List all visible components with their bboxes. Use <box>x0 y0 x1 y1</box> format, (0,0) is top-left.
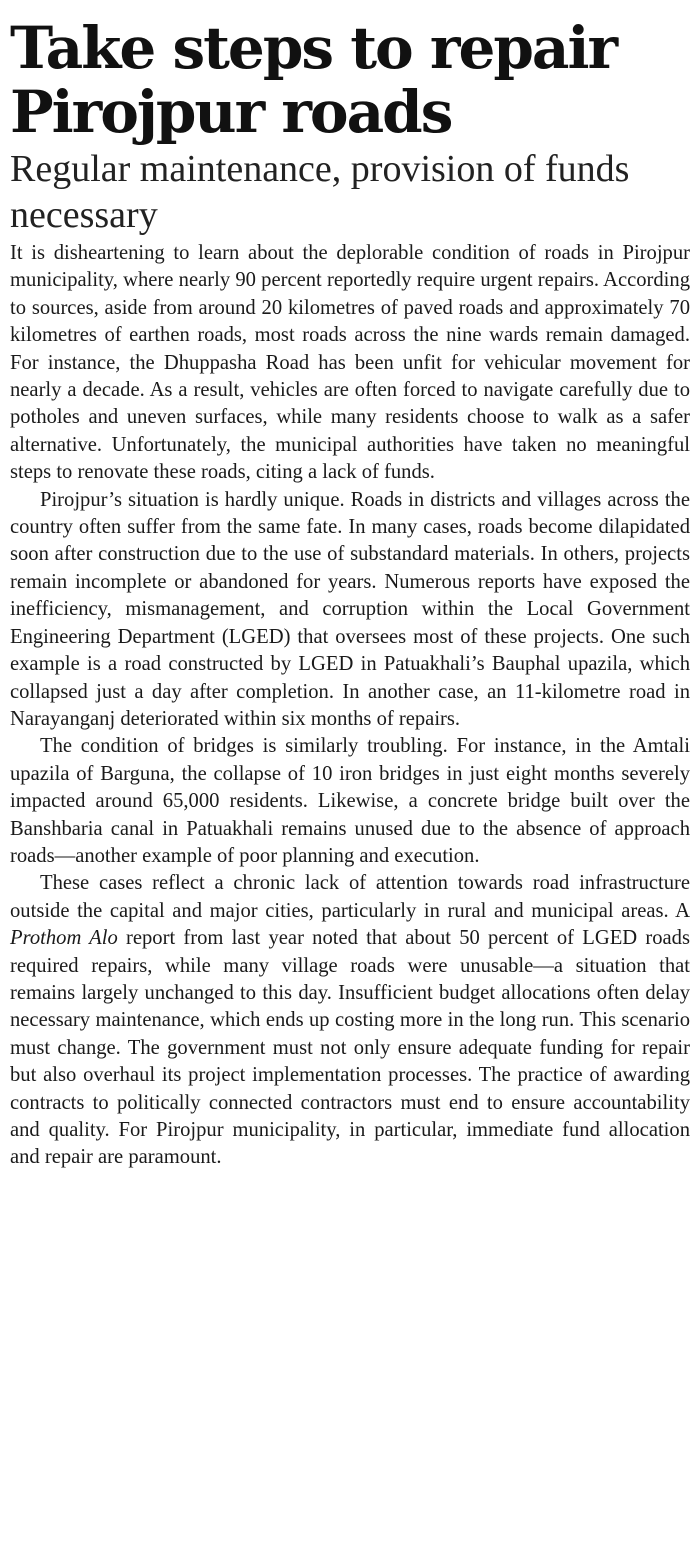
paragraph-1: It is disheartening to learn about the deplorable condition of roads in Pirojpur municipality, where nearly 90 percent reportedly require urgent repairs. According to sources, aside from around 20 kilometres of paved roads and approximately 70 kilometres of earthen roads, most roads across the nine wards remain damaged. For instance, the Dhuppasha Road has been unfit for vehicular movement for nearly a decade. As a result, vehicles are often forced to navigate carefully due to potholes and uneven surfaces, while many residents choose to walk as a safer alternative. Unfortunately, the municipal authorities have taken no meaningful steps to renovate these roads, citing a lack of funds. <box>10 242 690 484</box>
paragraph-3: The condition of bridges is similarly troubling. For instance, in the Amtali upazila of Barguna, the collapse of 10 iron bridges in just eight months severely impacted around 65,000 residents. Likewise, a concrete bridge built over the Banshbaria canal in Patuakhali remains unused due to the absence of approach roads—another example of poor planning and execution. <box>10 735 690 867</box>
paragraph-4 <box>10 870 690 1171</box>
paragraph-4-text-end: report from last year noted that about 50 percent of LGED roads required repairs, while many village roads were unusable—a situation that remains largely unchanged to this day. Insufficient budget allocations often delay necessary maintenance, which ends up costing more in the long run. This scenario must change. The government must not only ensure adequate funding for repair but also overhaul its project implementation processes. The practice of awarding contracts to politically connected contractors must end to ensure accountability and quality. For Pirojpur municipality, in particular, immediate fund allocation and repair are paramount. <box>10 927 690 1169</box>
article <box>10 0 690 1172</box>
headline: Take steps to repair Pirojpur roads <box>10 14 617 146</box>
paragraph-4-text-start: These cases reflect a chronic lack of attention towards road infrastructure outside the capital and major cities, particularly in rural and municipal areas. A <box>10 872 690 922</box>
article-body <box>10 240 690 1172</box>
subheadline: Regular maintenance, provision of funds necessary <box>10 148 630 236</box>
publication-name: Prothom Alo <box>10 927 118 950</box>
paragraph-2: Pirojpur’s situation is hardly unique. Roads in districts and villages across the country often suffer from the same fate. In many cases, roads become dilapidated soon after construction due to the use of substandard materials. In others, projects remain incomplete or abandoned for years. Numerous reports have exposed the inefficiency, mismanagement, and corruption within the Local Government Engineering Department (LGED) that oversees most of these projects. One such example is a road constructed by LGED in Patuakhali’s Bauphal upazila, which collapsed just a day after completion. In another case, an 11-kilometre road in Narayanganj deteriorated within six months of repairs. <box>10 488 690 730</box>
